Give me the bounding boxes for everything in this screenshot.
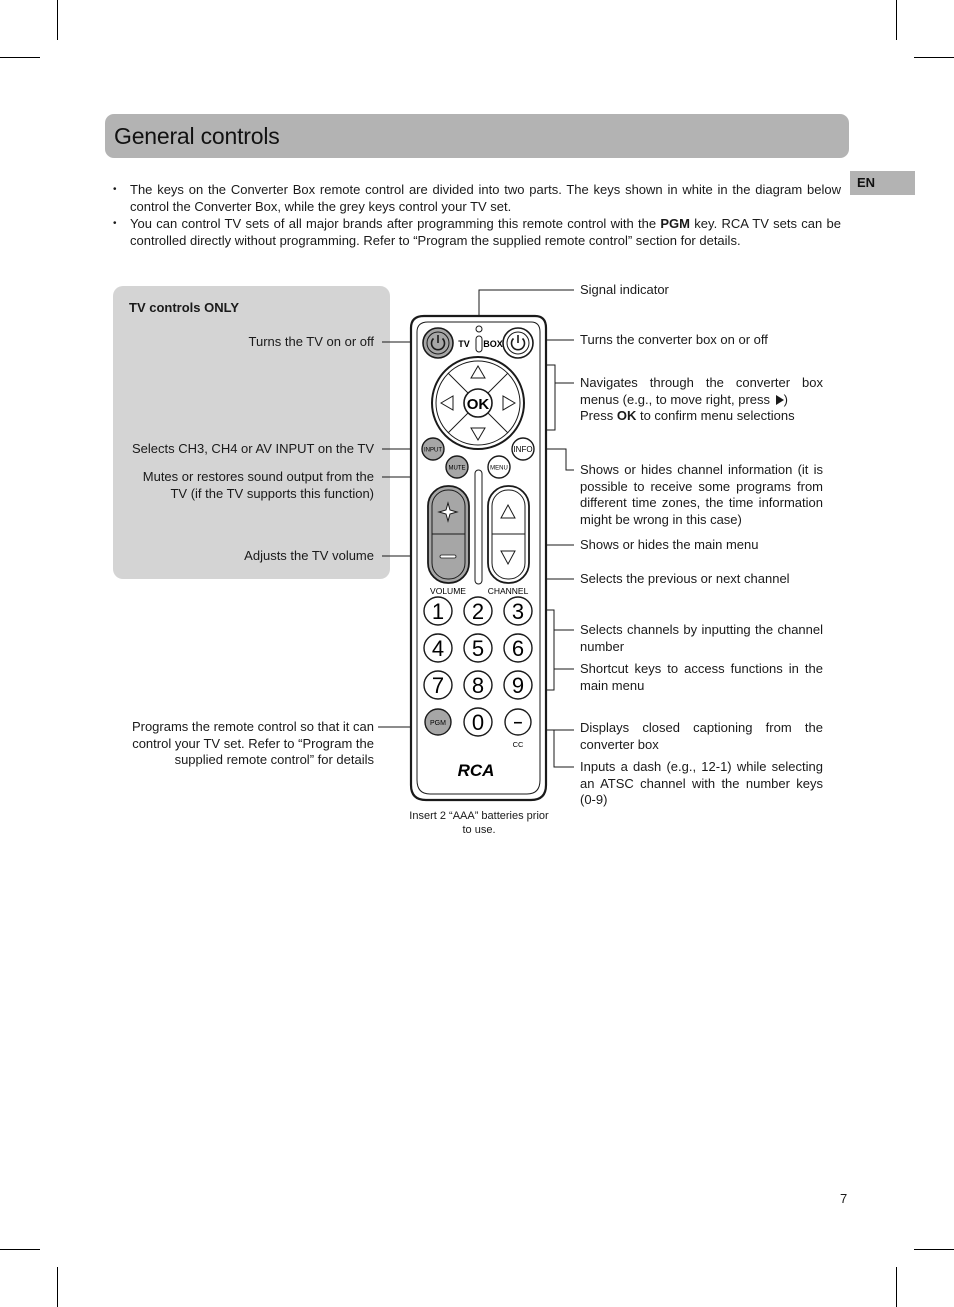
digit-8-button[interactable] [464,671,492,699]
box-mode-label: BOX [483,339,503,349]
volume-rocker[interactable] [428,486,469,583]
label-dash: Inputs a dash (e.g., 12-1) while selecting an ATSC channel with the number keys (0-9) [580,759,823,808]
digit-3-button[interactable] [504,597,532,625]
tv-controls-title: TV controls ONLY [129,300,240,315]
digit-7-button[interactable] [424,671,452,699]
digit-9-button[interactable] [504,671,532,699]
label-menu: Shows or hides the main menu [580,537,759,552]
label-channel: Selects the previous or next channel [580,571,790,586]
rca-logo: RCA [457,761,495,780]
nav-text: to confirm menu selections [636,408,795,424]
info-label: INFO [513,445,533,454]
channel-rocker[interactable] [488,486,529,583]
menu-label: MENU [490,465,508,472]
dash-label: – [513,714,523,731]
intro-bullet-text: You can control TV sets of all major brands after programming this remote control with the [130,216,661,231]
label-cc: Displays closed captioning from the converter box [580,720,823,752]
digit-label: 4 [431,636,445,661]
digit-label: 7 [431,673,445,698]
label-info: Shows or hides channel information (it is possible to receive some programs from different time zones, the time information might be wrong in this case) [580,462,823,528]
label-box-power: Turns the converter box on or off [580,332,768,347]
tv-mode-label: TV [458,339,470,349]
ok-button[interactable] [464,389,492,417]
digit-2-button[interactable] [464,597,492,625]
center-groove [475,470,482,584]
page-title: General controls [114,122,280,149]
label-pgm: Programs the remote control so that it can control your TV set. Refer to “Program the supplied remote control” for details [131,719,374,768]
pgm-key-name: PGM [660,216,691,231]
digit-label: 8 [471,673,485,698]
minus-icon [440,555,456,558]
label-tv-power: Turns the TV on or off [248,334,374,349]
digit-5-button[interactable] [464,634,492,662]
digit-label: 1 [431,599,445,624]
tv-power-button[interactable] [423,328,453,358]
remote-control-illustration [405,312,552,805]
channel-label: CHANNEL [487,586,529,596]
intro-bullet-text: key. RCA TV sets can be controlled directly without programming. Refer to “Program the supplied remote control” section for details. [130,216,842,248]
label-shortcut-keys: Shortcut keys to access functions in the main menu [580,661,823,693]
signal-led-icon [476,326,482,332]
input-button[interactable] [422,438,444,460]
box-power-button[interactable] [503,328,533,358]
cc-label: CC [512,740,524,749]
mode-switch[interactable] [476,336,482,352]
page-number: 7 [840,1191,848,1206]
digit-label: 6 [511,636,525,661]
label-mute: Mutes or restores sound output from the TV (if the TV supports this function) [142,469,374,501]
label-volume: Adjusts the TV volume [244,548,374,563]
digit-6-button[interactable] [504,634,532,662]
leader-line [554,730,574,767]
digit-label: 5 [471,636,485,661]
dash-cc-button[interactable] [505,709,531,735]
battery-caption: Insert 2 “AAA” batteries prior to use. [409,810,549,836]
digit-label: 2 [471,599,485,624]
menu-button[interactable] [488,456,510,478]
mute-label: MUTE [448,465,466,472]
info-button[interactable] [512,438,534,460]
digit-4-button[interactable] [424,634,452,662]
nav-text: Navigates through the converter box menus (e.g., to move right, press [580,375,823,407]
volume-label: VOLUME [430,586,466,596]
intro-bullet-text: The keys on the Converter Box remote control are divided into two parts. The keys shown in white in the diagram below control the Converter Box, while the grey keys control your TV set. [130,182,841,214]
label-signal-indicator: Signal indicator [580,282,669,297]
digit-label: 9 [511,673,525,698]
ok-key-name: OK [616,408,637,424]
ok-label: OK [466,396,490,413]
digit-label: 3 [511,599,525,624]
pgm-label: PGM [430,720,446,727]
nav-text: ) [783,391,788,407]
digit-label: 0 [471,710,485,735]
input-label: INPUT [424,447,442,454]
digit-0-button[interactable] [464,708,492,736]
label-input: Selects CH3, CH4 or AV INPUT on the TV [131,441,374,456]
label-number-keys: Selects channels by inputting the channel number [580,622,823,654]
nav-text: Press [580,408,617,424]
mute-button[interactable] [446,456,468,478]
language-tab: EN [850,171,915,195]
digit-1-button[interactable] [424,597,452,625]
pgm-button[interactable] [425,709,451,735]
